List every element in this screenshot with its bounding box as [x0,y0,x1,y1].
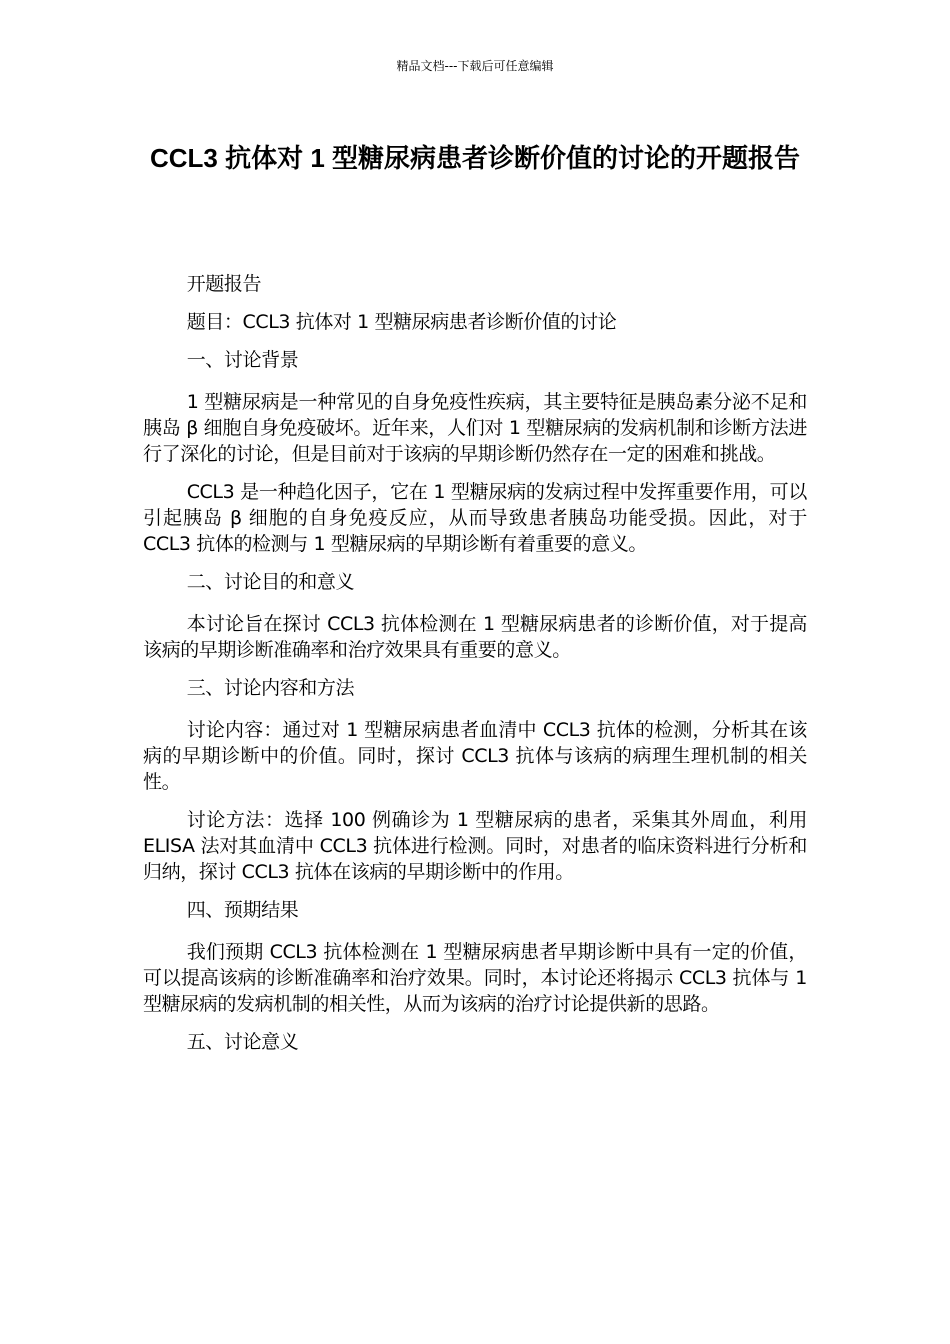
paragraph-content: 讨论内容：通过对 1 型糖尿病患者血清中 CCL3 抗体的检测，分析其在该病的早期诊断中的价值。同时，探讨 CCL3 抗体与该病的病理生理机制的相关性。 [143,719,807,793]
document-body [143,271,807,1071]
section-heading-content-methods: 三、讨论内容和方法 [186,677,355,699]
section-heading-background: 一、讨论背景 [186,349,299,371]
paragraph-background-2: CCL3 是一种趋化因子，它在 1 型糖尿病的发病过程中发挥重要作用，可以引起胰岛 β 细胞的自身免疫反应，从而导致患者胰岛功能受损。因此，对于 CCL3 抗体的检测与 1 型糖尿病的早期诊断有着重要的意义。 [143,481,807,555]
paragraph-purpose: 本讨论旨在探讨 CCL3 抗体检测在 1 型糖尿病患者的诊断价值，对于提高该病的早期诊断准确率和治疗效果具有重要的意义。 [143,613,807,661]
page-header-note: 精品文档---下载后可任意编辑 [396,59,554,73]
section-heading-expected-results: 四、预期结果 [186,899,299,921]
paragraph-methods: 讨论方法：选择 100 例确诊为 1 型糖尿病的患者，采集其外周血，利用 ELISA 法对其血清中 CCL3 抗体进行检测。同时，对患者的临床资料进行分析和归纳，探讨 CCL3 抗体在该病的早期诊断中的作用。 [143,809,807,883]
section-heading-purpose: 二、讨论目的和意义 [186,571,355,593]
paragraph-topic: 题目：CCL3 抗体对 1 型糖尿病患者诊断价值的讨论 [186,311,617,333]
section-heading-significance: 五、讨论意义 [186,1031,299,1053]
paragraph-proposal-label: 开题报告 [186,273,262,295]
document-title: CCL3 抗体对 1 型糖尿病患者诊断价值的讨论的开题报告 [149,143,801,173]
paragraph-background-1: 1 型糖尿病是一种常见的自身免疫性疾病，其主要特征是胰岛素分泌不足和胰岛 β 细胞自身免疫破坏。近年来，人们对 1 型糖尿病的发病机制和诊断方法进行了深化的讨论，但是目前对于该病的早期诊断仍然存在一定的困难和挑战。 [143,391,807,465]
paragraph-expected-results: 我们预期 CCL3 抗体检测在 1 型糖尿病患者早期诊断中具有一定的价值，可以提高该病的诊断准确率和治疗效果。同时，本讨论还将揭示 CCL3 抗体与 1 型糖尿病的发病机制的相关性，从而为该病的治疗讨论提供新的思路。 [143,941,807,1015]
